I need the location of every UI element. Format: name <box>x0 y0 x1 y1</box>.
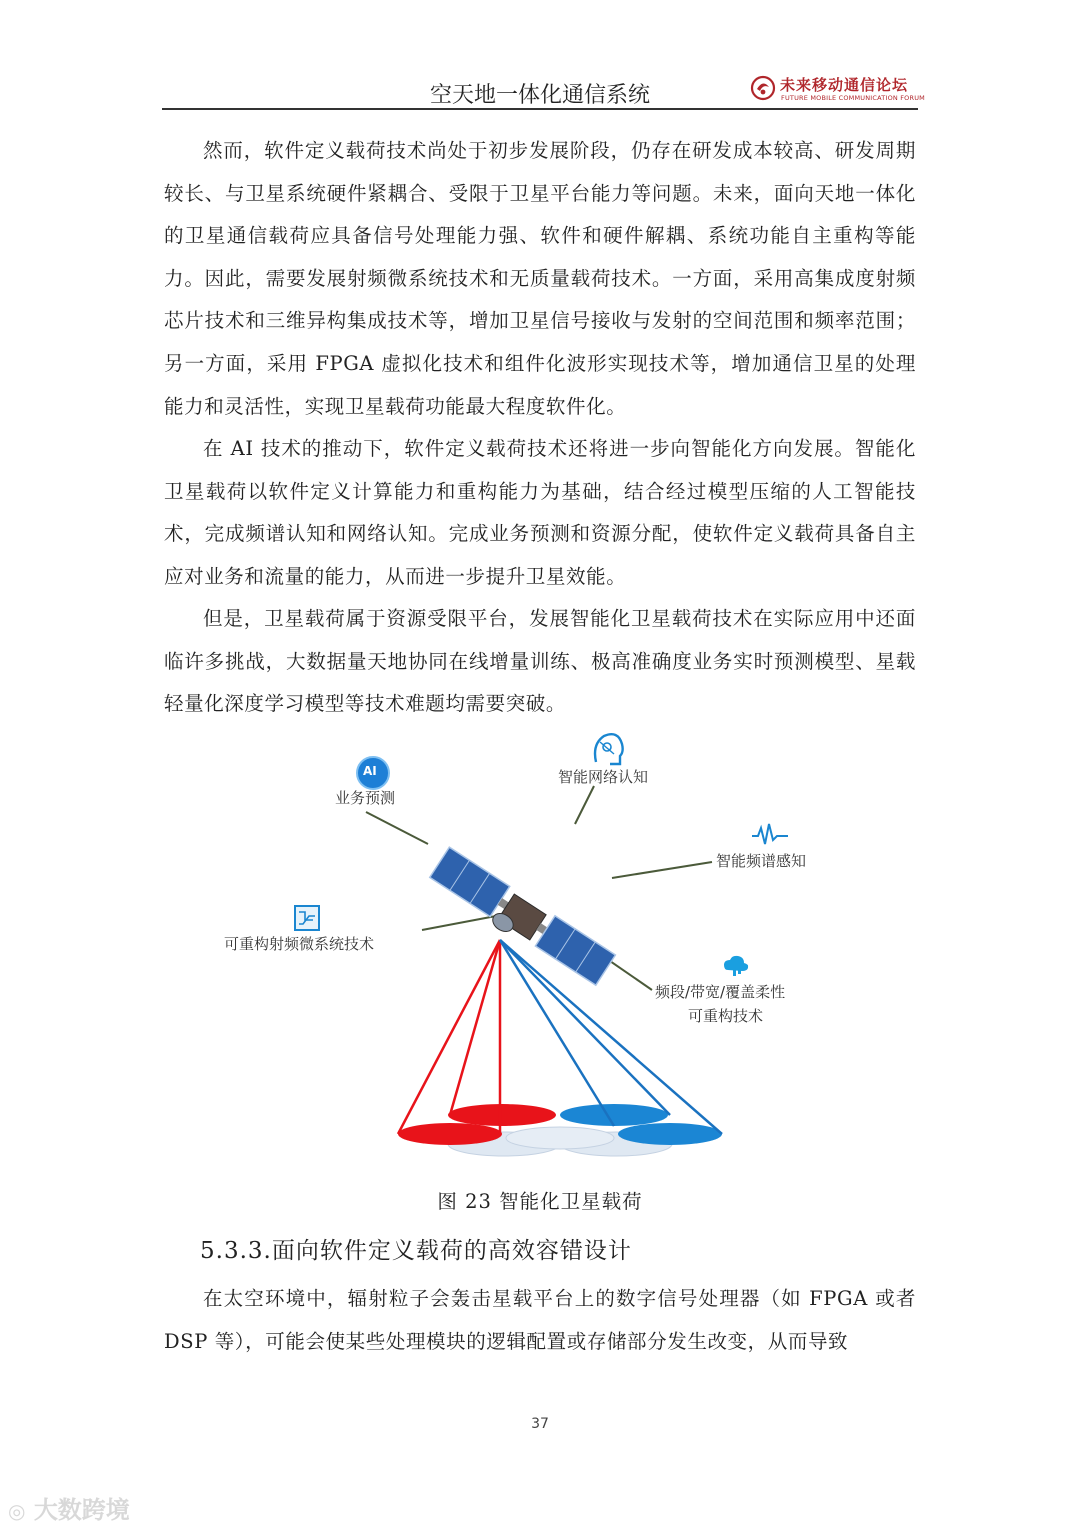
header-divider <box>162 108 918 110</box>
watermark <box>8 1490 130 1525</box>
label-business-forecast: 业务预测 <box>335 789 396 807</box>
forum-logo-subtext: FUTURE MOBILE COMMUNICATION FORUM <box>781 94 925 102</box>
label-reconfigurable-rf: 可重构射频微系统技术 <box>224 935 375 953</box>
coverage-spot-red <box>448 1104 556 1126</box>
section-heading: 5.3.3.面向软件定义载荷的高效容错设计 <box>200 1238 632 1264</box>
figure-graphic <box>200 728 880 1183</box>
smart-satellite-payload-figure <box>200 728 880 1183</box>
label-reconfigurable-tech: 可重构技术 <box>688 1007 764 1025</box>
forum-logo-text: 未来移动通信论坛 <box>780 76 909 94</box>
satellite-icon <box>426 847 615 990</box>
page-number: 37 <box>531 1416 549 1432</box>
coverage-spot-red <box>398 1123 502 1145</box>
running-header-title: 空天地一体化通信系统 <box>429 83 650 108</box>
ai-brain-head-icon <box>595 734 623 764</box>
forum-logo-icon <box>750 75 776 101</box>
cloud-icon <box>724 956 748 976</box>
body-paragraph: 在 AI 技术的推动下，软件定义载荷技术还将进一步向智能化方向发展。智能化卫星载荷以软件定义计算能力和重构能力为基础，结合经过模型压缩的人工智能技术，完成频谱认知和网络认知。完成业务预测和资源分配，使软件定义载荷具备自主应对业务和流量的能力，从而进一步提升卫星效能。 <box>164 437 916 588</box>
ai-badge-text: AI <box>363 764 377 778</box>
label-spectrum-sensing: 智能频谱感知 <box>716 852 807 870</box>
body-paragraph: 在太空环境中，辐射粒子会轰击星载平台上的数字信号处理器（如 FPGA 或者 DSP 等），可能会使某些处理模块的逻辑配置或存储部分发生改变，从而导致 <box>164 1287 916 1353</box>
body-paragraph: 然而，软件定义载荷技术尚处于初步发展阶段，仍存在研发成本较高、研发周期较长、与卫星系统硬件紧耦合、受限于卫星平台能力等问题。未来，面向天地一体化的卫星通信载荷应具备信号处理能力强、软件和硬件解耦、系统功能自主重构等能力。因此，需要发展射频微系统技术和无质量载荷技术。一方面，采用高集成度射频芯片技术和三维异构集成技术等，增加卫星信号接收与发射的空间范围和频率范围；另一方面，采用 FPGA 虚拟化技术和组件化波形实现技术等，增加通信卫星的处理能力和灵活性，实现卫星载荷功能最大程度软件化。 <box>164 139 916 418</box>
coverage-spot-blue <box>618 1123 722 1145</box>
figure-caption: 图 23 智能化卫星载荷 <box>437 1190 643 1213</box>
label-band-flexibility: 频段/带宽/覆盖柔性 <box>655 983 786 1001</box>
body-paragraph: 但是，卫星载荷属于资源受限平台，发展智能化卫星载荷技术在实际应用中还面临许多挑战，大数据量天地协同在线增量训练、极高准确度业务实时预测模型、星载轻量化深度学习模型等技术难题均需要突破。 <box>164 607 916 716</box>
label-network-cognition: 智能网络认知 <box>558 768 649 786</box>
connector-lines <box>366 786 712 990</box>
forum-logo <box>750 72 925 106</box>
watermark-logo-icon: ◎ <box>8 1499 26 1523</box>
circuit-board-icon <box>295 906 319 930</box>
coverage-spot-blue <box>560 1104 668 1126</box>
coverage-spot-pale <box>506 1127 614 1149</box>
watermark-text: 大数跨境 <box>33 1496 130 1524</box>
spectrum-wave-icon <box>752 824 788 844</box>
